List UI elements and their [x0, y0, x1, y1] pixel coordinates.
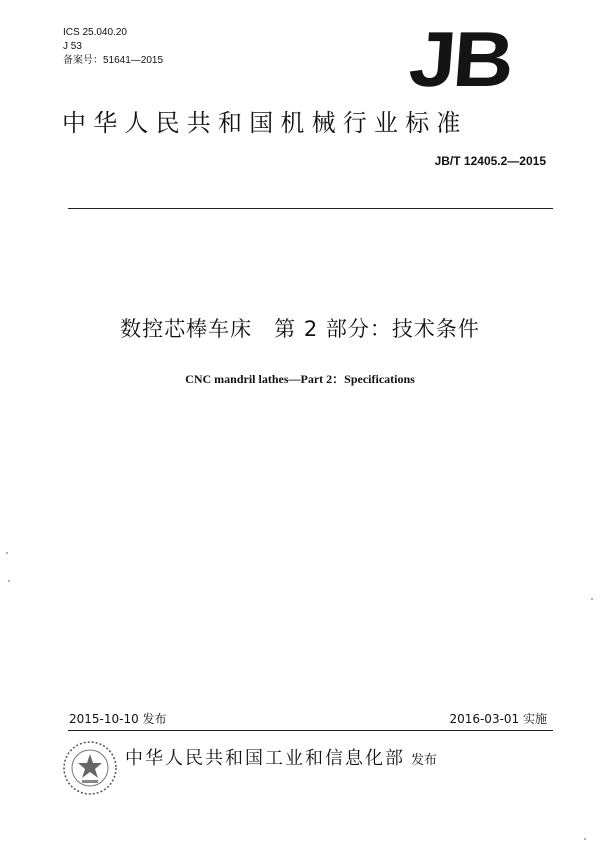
scan-speck — [6, 552, 8, 554]
document-title-cn: 数控芯棒车床 第 2 部分：技术条件 — [120, 317, 480, 341]
ccs-code: J 53 — [63, 41, 82, 52]
ministry-seal-icon — [62, 740, 118, 796]
release-date: 2015-10-10 发布 — [69, 712, 167, 726]
top-divider — [68, 208, 553, 209]
ics-code: ICS 25.040.20 — [63, 27, 127, 38]
scan-speck — [8, 580, 10, 582]
standard-category-title: 中华人民共和国机械行业标准 — [62, 109, 468, 137]
jb-logo: JB — [406, 15, 515, 103]
bottom-divider — [68, 730, 553, 731]
issue-label: 发布 — [411, 753, 438, 768]
document-title-en: CNC mandril lathes—Part 2：Specifications — [185, 372, 415, 386]
scan-speck — [591, 598, 593, 600]
implementation-date: 2016-03-01 实施 — [449, 712, 547, 726]
issuer-name: 中华人民共和国工业和信息化部 — [125, 748, 405, 769]
scan-speck — [584, 838, 586, 840]
record-number: 备案号：51641—2015 — [63, 55, 164, 66]
standard-code: JB/T 12405.2—2015 — [434, 154, 546, 168]
issuing-authority — [125, 746, 437, 774]
